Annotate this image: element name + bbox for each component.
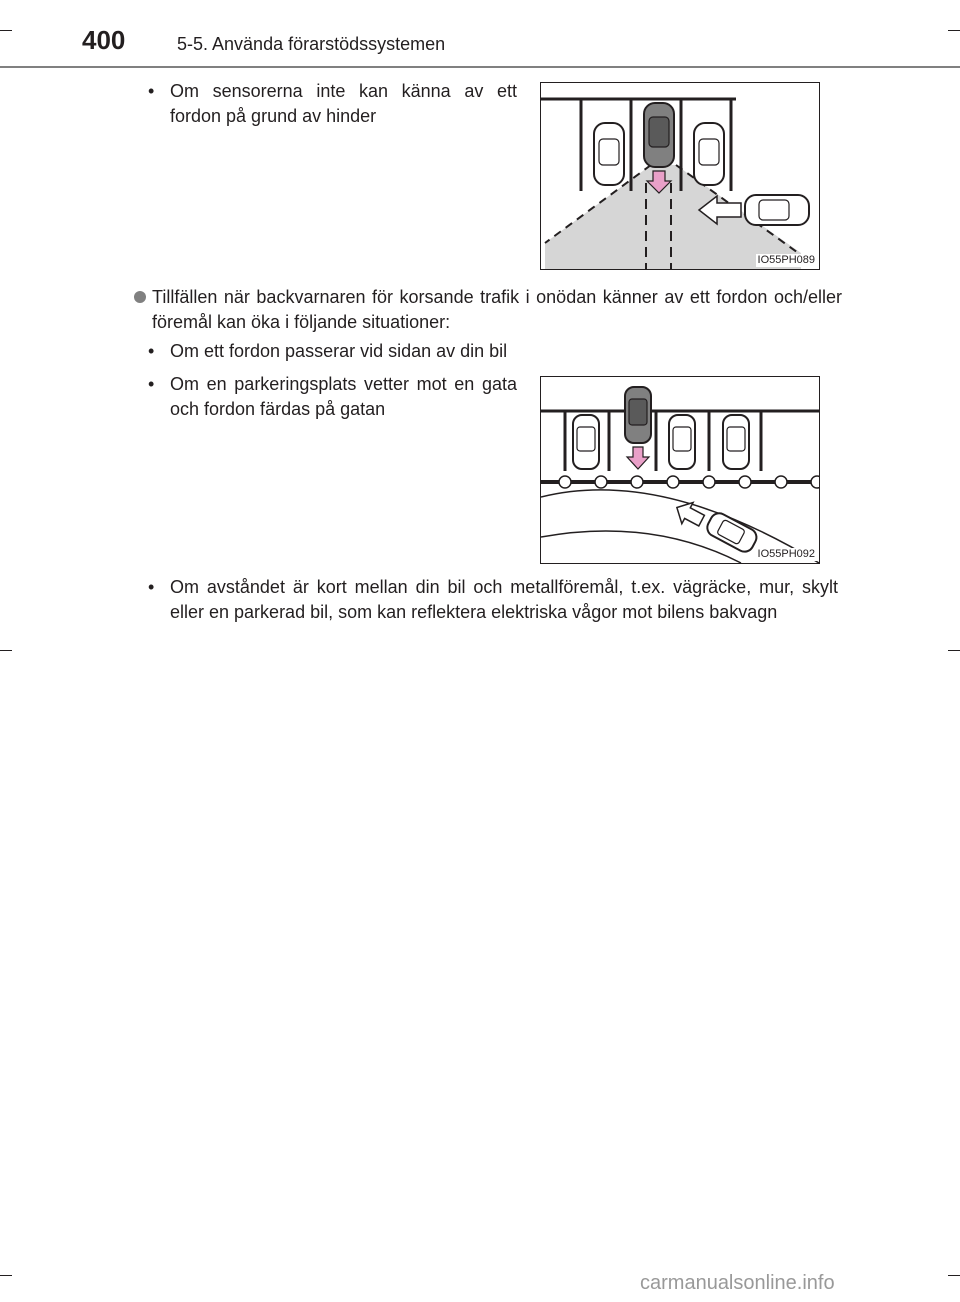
list-bullet: • bbox=[148, 374, 155, 394]
list-bullet: • bbox=[148, 577, 155, 597]
section-title: 5-5. Använda förarstödssystemen bbox=[177, 34, 446, 54]
page-header bbox=[0, 0, 960, 70]
parking-street-illustration bbox=[541, 377, 819, 563]
page-number: 400 bbox=[82, 25, 126, 55]
list-item-metal-objects: Om avståndet är kort mellan din bil och metallföremål, t.ex. vägräcke, mur, skylt eller en parkerad bil, som kan reflektera elektriska vågor mot bilens bakvagn bbox=[170, 577, 838, 622]
list-bullet: • bbox=[148, 81, 155, 101]
figure-code: IO55PH092 bbox=[757, 548, 815, 560]
figure-parking-obstacle bbox=[540, 82, 820, 270]
main-bullet-text: Tillfällen när backvarnaren för korsande trafik i onödan känner av ett fordon och/eller föremål kan öka i följande situationer: bbox=[152, 287, 842, 332]
list-bullet: • bbox=[148, 341, 155, 361]
figure-code: IO55PH089 bbox=[757, 254, 815, 266]
figure-parking-street bbox=[540, 376, 820, 564]
crop-mark bbox=[0, 650, 12, 651]
crop-mark bbox=[948, 1275, 960, 1276]
list-item-parking-facing-street: Om en parkeringsplats vetter mot en gata och fordon färdas på gatan bbox=[170, 374, 517, 419]
crop-mark bbox=[0, 1275, 12, 1276]
list-item-obstacle: Om sensorerna inte kan känna av ett fordon på grund av hinder bbox=[170, 81, 517, 126]
section-bullet-icon bbox=[134, 291, 146, 303]
list-item-passing-vehicle: Om ett fordon passerar vid sidan av din bil bbox=[170, 341, 508, 361]
watermark: carmanualsonline.info bbox=[640, 1272, 835, 1294]
crop-mark bbox=[948, 650, 960, 651]
parking-obstacle-illustration bbox=[541, 83, 819, 269]
header-rule bbox=[0, 66, 960, 68]
